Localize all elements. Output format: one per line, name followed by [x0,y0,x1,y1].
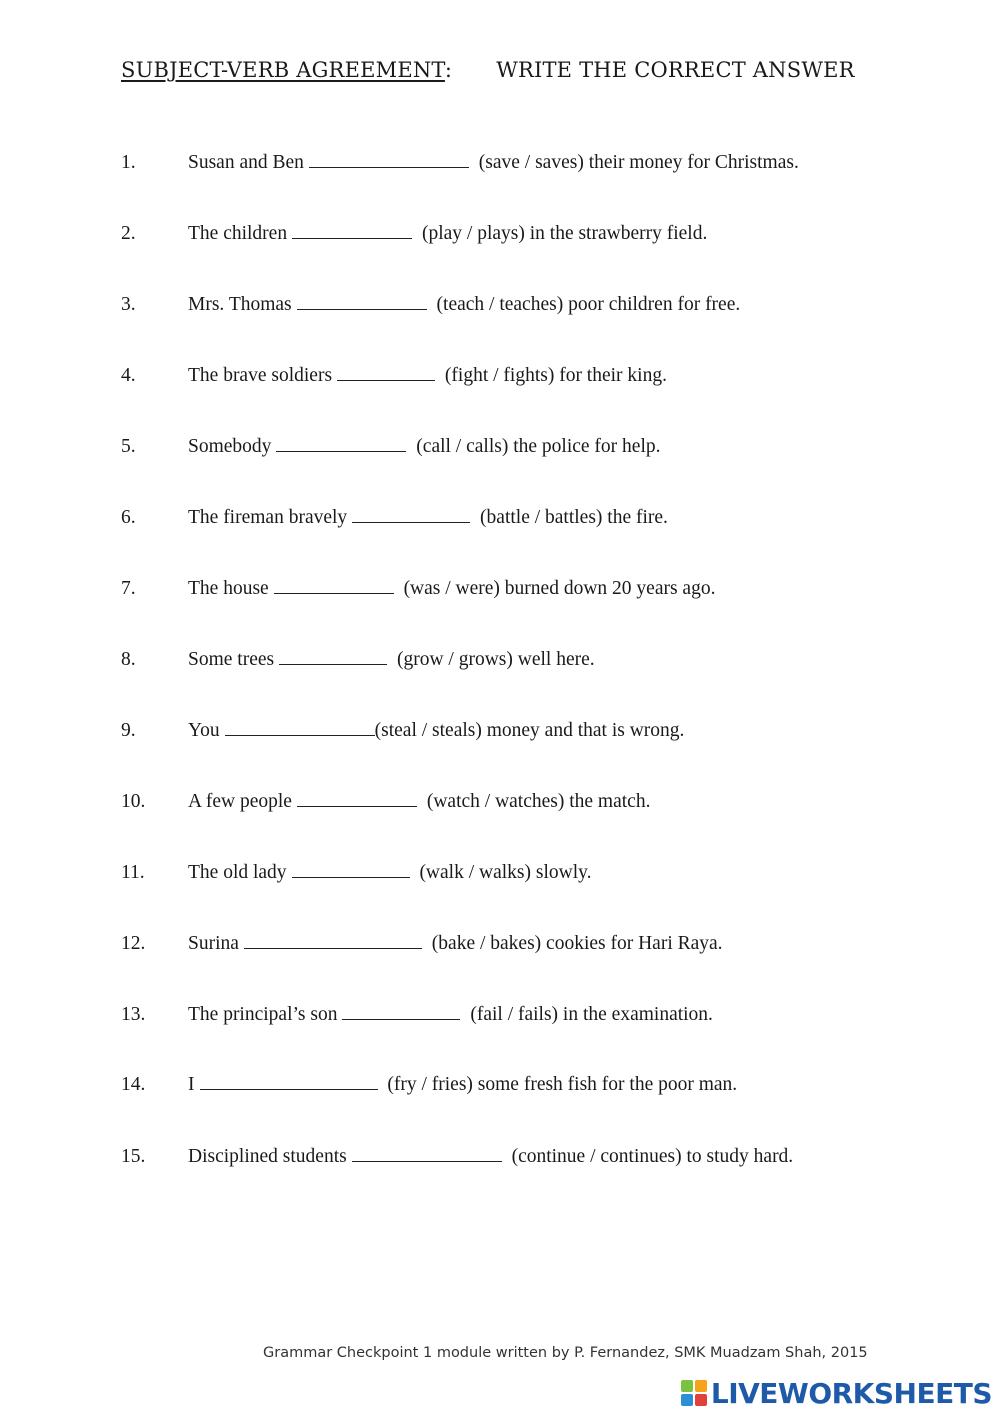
answer-blank[interactable] [225,719,375,736]
worksheet-title [121,58,855,82]
question-text [188,291,740,319]
answer-blank[interactable] [276,435,406,452]
question-options: (save / saves) their money for Christmas. [473,152,799,173]
question-number: 2. [121,223,136,244]
question-subject: The principal’s son [188,1004,338,1025]
question-subject: Disciplined students [188,1146,347,1167]
question-subject: A few people [188,791,292,812]
question-number: 4. [121,365,136,386]
question-text [188,504,668,532]
question-text [188,717,684,745]
question-text [188,859,591,887]
question-text [188,930,723,958]
answer-blank[interactable] [292,861,410,878]
question-number: 15. [121,1146,146,1167]
question-subject: Susan and Ben [188,152,304,173]
question-options: (watch / watches) the match. [421,791,651,812]
liveworksheets-logo-icon [681,1380,707,1406]
answer-blank[interactable] [309,151,469,168]
question-text [188,433,661,461]
question-subject: I [188,1074,195,1095]
question-options: (bake / bakes) cookies for Hari Raya. [426,933,723,954]
question-subject: The fireman bravely [188,507,348,528]
question-subject: Surina [188,933,239,954]
question-text [188,149,799,177]
answer-blank[interactable] [200,1073,378,1090]
answer-blank[interactable] [352,1145,502,1162]
brand-name: LIVEWORKSHEETS [710,1376,992,1410]
answer-blank[interactable] [297,293,427,310]
question-text [188,362,667,390]
answer-blank[interactable] [297,790,417,807]
question-options: (continue / continues) to study hard. [506,1146,794,1167]
question-text [188,646,595,674]
question-options: (was / were) burned down 20 years ago. [398,578,716,599]
question-subject: The children [188,223,288,244]
answer-blank[interactable] [292,222,412,239]
question-subject: Somebody [188,436,272,457]
question-options: (play / plays) in the strawberry field. [417,223,708,244]
question-text [188,1071,737,1099]
question-number: 8. [121,649,136,670]
title-instruction: WRITE THE CORRECT ANSWER [496,58,855,82]
answer-blank[interactable] [342,1003,460,1020]
answer-blank[interactable] [352,506,470,523]
question-options: (fight / fights) for their king. [440,365,667,386]
question-text [188,220,707,248]
question-subject: The house [188,578,269,599]
question-options: (walk / walks) slowly. [414,862,592,883]
question-options: (fail / fails) in the examination. [465,1004,713,1025]
title-topic: SUBJECT-VERB AGREEMENT [121,58,445,82]
module-credit: Grammar Checkpoint 1 module written by P. Fernandez, SMK Muadzam Shah, 2015 [263,1345,868,1361]
question-number: 9. [121,720,136,741]
question-number: 12. [121,933,146,954]
question-options: (call / calls) the police for help. [411,436,661,457]
question-number: 7. [121,578,136,599]
question-number: 3. [121,294,136,315]
answer-blank[interactable] [274,577,394,594]
question-text [188,788,650,816]
question-number: 14. [121,1074,146,1095]
question-subject: You [188,720,220,741]
question-text [188,1001,713,1029]
answer-blank[interactable] [279,648,387,665]
question-text [188,1143,793,1171]
question-number: 11. [121,862,145,883]
question-subject: The old lady [188,862,287,883]
question-number: 13. [121,1004,146,1025]
question-subject: Some trees [188,649,275,670]
question-options: (fry / fries) some fresh fish for the poor man. [382,1074,738,1095]
question-options: (steal / steals) money and that is wrong. [374,720,685,741]
question-subject: Mrs. Thomas [188,294,292,315]
question-options: (battle / battles) the fire. [475,507,668,528]
question-text [188,575,715,603]
answer-blank[interactable] [337,364,435,381]
question-number: 10. [121,791,146,812]
question-options: (grow / grows) well here. [392,649,595,670]
question-number: 6. [121,507,136,528]
question-options: (teach / teaches) poor children for free. [431,294,741,315]
answer-blank[interactable] [244,932,422,949]
question-number: 5. [121,436,136,457]
question-number: 1. [121,152,136,173]
title-colon: : [444,58,453,82]
question-subject: The brave soldiers [188,365,333,386]
liveworksheets-brand[interactable] [681,1377,992,1409]
